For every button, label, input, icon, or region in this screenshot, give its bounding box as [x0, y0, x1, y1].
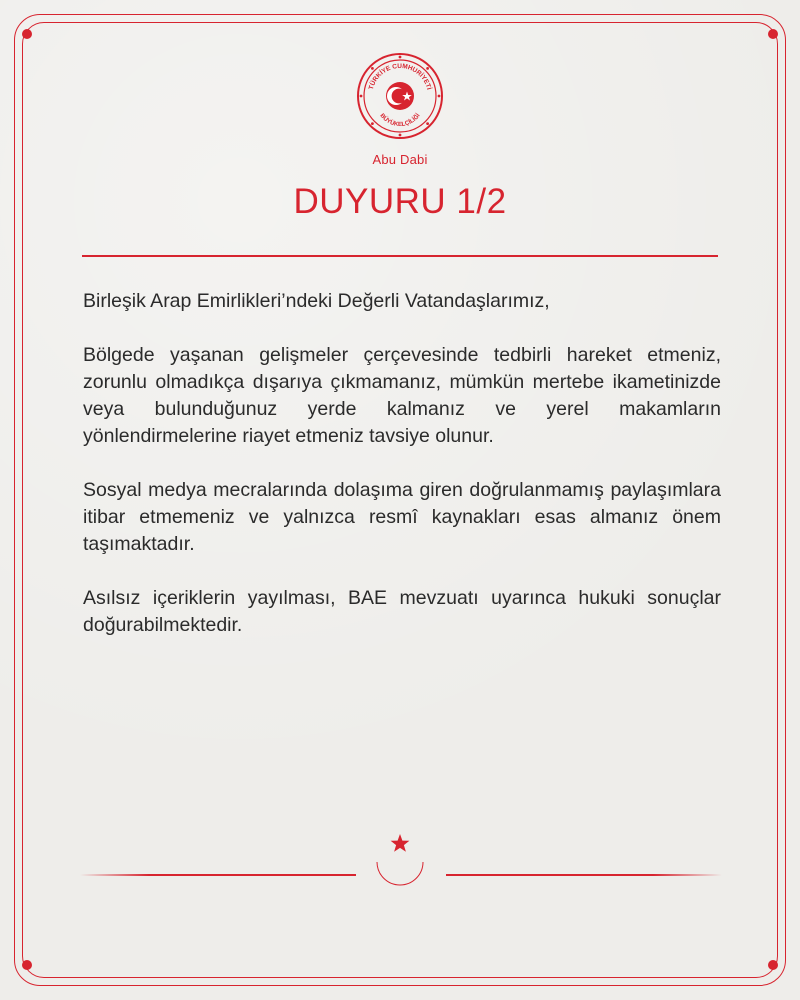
corner-dot-bottom-right [768, 960, 778, 970]
embassy-seal-icon [356, 52, 444, 140]
svg-text:BÜYÜKELÇİLİĞİ: BÜYÜKELÇİLİĞİ [378, 112, 422, 129]
footer-divider-right [446, 874, 722, 876]
corner-dot-top-left [22, 29, 32, 39]
city-label: Abu Dabi [372, 152, 428, 167]
footer-divider-left [80, 874, 356, 876]
crescent-star-icon [372, 832, 428, 898]
title-divider [82, 255, 718, 257]
page-title: DUYURU 1/2 [293, 182, 507, 221]
greeting-text: Birleşik Arap Emirlikleri’ndeki Değerli Vatandaşlarımız, [83, 290, 550, 312]
paragraph-1: Bölgede yaşanan gelişmeler çerçevesinde tedbirli hareket etmeniz, zorunlu olmadıkça dışarıya çıkmamanız, mümkün mertebe ikametinizde veya bulunduğunuz yerde kalmanız ve yerel makamların yönlendirmelerine riayet etmeniz tavsiye olunur. [83, 344, 721, 447]
corner-dot-bottom-left [22, 960, 32, 970]
svg-text:TÜRKİYE CUMHURİYETİ: TÜRKİYE CUMHURİYETİ [367, 62, 433, 91]
announcement-body [83, 288, 721, 639]
paragraph-2: Sosyal medya mecralarında dolaşıma giren doğrulanmamış paylaşımlara itibar etmemeniz ve yalnızca resmî kaynakları esas almanız önem taşımaktadır. [83, 479, 721, 555]
paragraph-3: Asılsız içeriklerin yayılması, BAE mevzuatı uyarınca hukuki sonuçlar doğurabilmektedir. [83, 587, 721, 636]
corner-dot-top-right [768, 29, 778, 39]
